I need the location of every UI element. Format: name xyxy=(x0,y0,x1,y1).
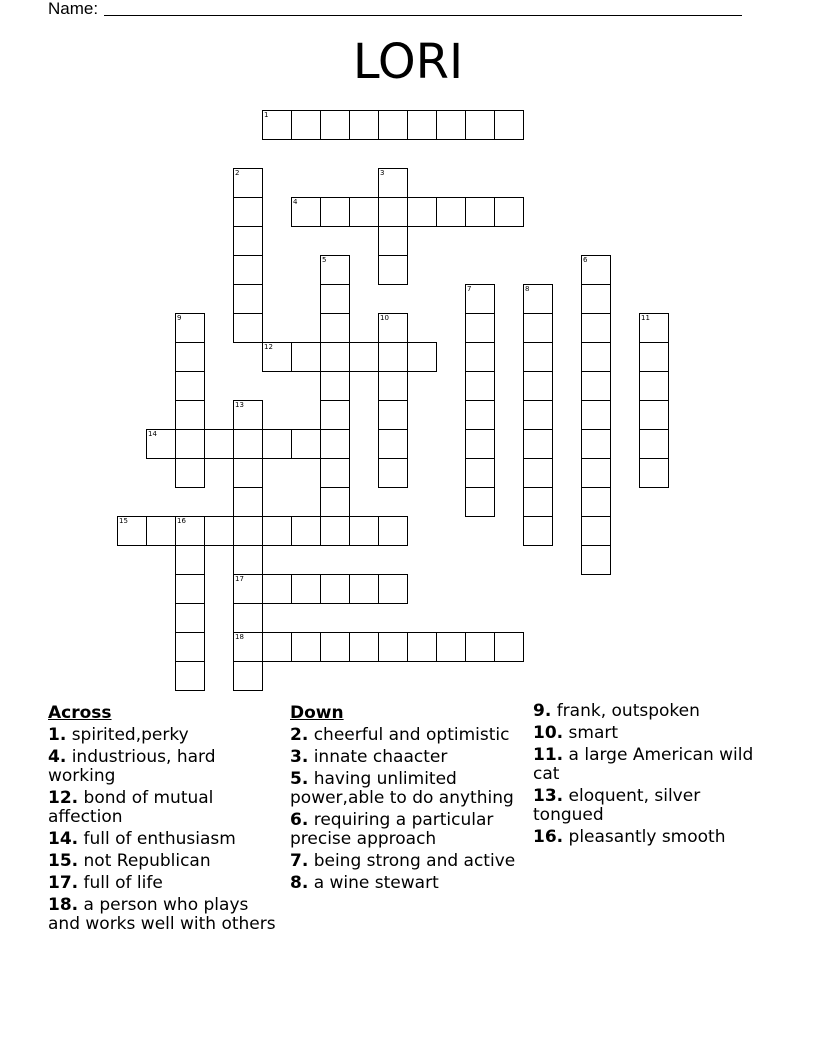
clue-item xyxy=(290,748,526,767)
clue-item-number: 11. xyxy=(533,745,564,765)
clue-item xyxy=(48,896,284,934)
grid-cell[interactable] xyxy=(291,632,321,662)
grid-cell[interactable] xyxy=(320,342,350,372)
clue-number: 12 xyxy=(264,343,273,351)
grid-cell[interactable] xyxy=(378,371,408,401)
grid-cell[interactable] xyxy=(349,110,379,140)
grid-cell[interactable] xyxy=(291,197,321,227)
grid-cell[interactable] xyxy=(320,516,350,546)
grid-cell[interactable] xyxy=(523,400,553,430)
grid-cell[interactable] xyxy=(581,342,611,372)
grid-cell[interactable] xyxy=(233,458,263,488)
grid-cell[interactable] xyxy=(581,545,611,575)
clue-item-number: 2. xyxy=(290,725,309,745)
clue-item xyxy=(48,726,284,745)
down-clues xyxy=(290,702,526,896)
clue-item-number: 15. xyxy=(48,851,79,871)
clue-item-number: 18. xyxy=(48,895,79,915)
grid-cell[interactable] xyxy=(262,110,292,140)
grid-cell[interactable] xyxy=(233,168,263,198)
clue-number: 14 xyxy=(148,430,157,438)
grid-cell[interactable] xyxy=(291,516,321,546)
grid-cell[interactable] xyxy=(233,632,263,662)
grid-cell[interactable] xyxy=(320,632,350,662)
clue-item-number: 17. xyxy=(48,873,79,893)
grid-cell[interactable] xyxy=(175,371,205,401)
clue-item xyxy=(290,874,526,893)
grid-cell[interactable] xyxy=(233,516,263,546)
grid-cell[interactable] xyxy=(378,400,408,430)
clue-item-text: smart xyxy=(563,723,619,743)
clue-item-number: 4. xyxy=(48,747,67,767)
grid-cell[interactable] xyxy=(581,313,611,343)
grid-cell[interactable] xyxy=(233,545,263,575)
grid-cell[interactable] xyxy=(320,574,350,604)
clue-item-number: 8. xyxy=(290,873,309,893)
clue-item xyxy=(533,787,769,825)
name-label: Name: xyxy=(48,0,99,18)
grid-cell[interactable] xyxy=(639,313,669,343)
clue-item-number: 3. xyxy=(290,747,309,767)
grid-cell[interactable] xyxy=(349,516,379,546)
grid-cell[interactable] xyxy=(436,197,466,227)
clue-number: 4 xyxy=(293,198,298,206)
grid-cell[interactable] xyxy=(581,487,611,517)
grid-cell[interactable] xyxy=(320,458,350,488)
grid-cell[interactable] xyxy=(581,458,611,488)
grid-cell[interactable] xyxy=(523,371,553,401)
grid-cell[interactable] xyxy=(175,661,205,691)
clue-item-number: 10. xyxy=(533,723,564,743)
grid-cell[interactable] xyxy=(320,255,350,285)
clue-item-text: pleasantly smooth xyxy=(563,827,726,847)
clue-item xyxy=(48,748,284,786)
grid-cell[interactable] xyxy=(523,487,553,517)
grid-cell[interactable] xyxy=(320,313,350,343)
grid-cell[interactable] xyxy=(378,429,408,459)
grid-cell[interactable] xyxy=(175,632,205,662)
grid-cell[interactable] xyxy=(639,429,669,459)
clue-item-text: innate chaacter xyxy=(308,747,448,767)
grid-cell[interactable] xyxy=(465,458,495,488)
grid-cell[interactable] xyxy=(320,487,350,517)
clue-item-text: full of enthusiasm xyxy=(78,829,236,849)
grid-cell[interactable] xyxy=(378,168,408,198)
grid-cell[interactable] xyxy=(262,429,292,459)
clue-number: 7 xyxy=(467,285,472,293)
grid-cell[interactable] xyxy=(233,197,263,227)
grid-cell[interactable] xyxy=(291,342,321,372)
clue-item xyxy=(533,702,769,721)
clue-number: 10 xyxy=(380,314,389,322)
grid-cell[interactable] xyxy=(523,429,553,459)
grid-cell[interactable] xyxy=(581,371,611,401)
grid-cell[interactable] xyxy=(262,574,292,604)
grid-cell[interactable] xyxy=(581,516,611,546)
clue-number: 6 xyxy=(583,256,588,264)
grid-cell[interactable] xyxy=(233,603,263,633)
grid-cell[interactable] xyxy=(523,284,553,314)
grid-cell[interactable] xyxy=(378,110,408,140)
grid-cell[interactable] xyxy=(494,197,524,227)
clue-number: 3 xyxy=(380,169,385,177)
grid-cell[interactable] xyxy=(204,516,234,546)
clue-number: 15 xyxy=(119,517,128,525)
clue-item-text: being strong and active xyxy=(308,851,516,871)
clue-number: 18 xyxy=(235,633,244,641)
grid-cell[interactable] xyxy=(378,574,408,604)
grid-cell[interactable] xyxy=(523,342,553,372)
clue-item-text: spirited,perky xyxy=(66,725,189,745)
clue-item-text: full of life xyxy=(78,873,163,893)
clue-item-number: 5. xyxy=(290,769,309,789)
clue-item xyxy=(48,789,284,827)
grid-cell[interactable] xyxy=(320,197,350,227)
clue-item-text: having unlimited power,able to do anything xyxy=(290,769,514,808)
clue-item-number: 1. xyxy=(48,725,67,745)
grid-cell[interactable] xyxy=(378,458,408,488)
grid-cell[interactable] xyxy=(349,574,379,604)
clue-item xyxy=(290,811,526,849)
grid-cell[interactable] xyxy=(233,400,263,430)
grid-cell[interactable] xyxy=(233,226,263,256)
grid-cell[interactable] xyxy=(465,487,495,517)
clue-item-number: 13. xyxy=(533,786,564,806)
clue-item-text: cheerful and optimistic xyxy=(308,725,510,745)
grid-cell[interactable] xyxy=(175,400,205,430)
grid-cell[interactable] xyxy=(494,632,524,662)
grid-cell[interactable] xyxy=(378,255,408,285)
grid-cell[interactable] xyxy=(349,197,379,227)
grid-cell[interactable] xyxy=(407,110,437,140)
grid-cell[interactable] xyxy=(523,516,553,546)
grid-cell[interactable] xyxy=(639,400,669,430)
grid-cell[interactable] xyxy=(233,255,263,285)
clue-item xyxy=(48,830,284,849)
clue-item-number: 16. xyxy=(533,827,564,847)
grid-cell[interactable] xyxy=(639,458,669,488)
grid-cell[interactable] xyxy=(378,516,408,546)
clue-item xyxy=(290,726,526,745)
puzzle-title: LORI xyxy=(352,34,464,90)
grid-cell[interactable] xyxy=(320,371,350,401)
grid-cell[interactable] xyxy=(175,313,205,343)
clue-item xyxy=(533,746,769,784)
grid-cell[interactable] xyxy=(436,110,466,140)
grid-cell[interactable] xyxy=(378,632,408,662)
down-heading: Down xyxy=(290,703,344,723)
grid-cell[interactable] xyxy=(378,313,408,343)
clue-item-number: 14. xyxy=(48,829,79,849)
grid-cell[interactable] xyxy=(175,545,205,575)
clue-item xyxy=(290,770,526,808)
grid-cell[interactable] xyxy=(465,110,495,140)
clue-number: 16 xyxy=(177,517,186,525)
clue-item-number: 12. xyxy=(48,788,79,808)
grid-cell[interactable] xyxy=(320,429,350,459)
grid-cell[interactable] xyxy=(378,342,408,372)
clue-item xyxy=(48,874,284,893)
down-clues-continued xyxy=(533,702,769,850)
grid-cell[interactable] xyxy=(175,603,205,633)
clue-item-number: 6. xyxy=(290,810,309,830)
clue-item-text: bond of mutual affection xyxy=(48,788,214,827)
grid-cell[interactable] xyxy=(175,458,205,488)
grid-cell[interactable] xyxy=(233,487,263,517)
grid-cell[interactable] xyxy=(233,661,263,691)
clue-item-text: eloquent, silver tongued xyxy=(533,786,701,825)
grid-cell[interactable] xyxy=(291,110,321,140)
grid-cell[interactable] xyxy=(407,632,437,662)
clue-item xyxy=(290,852,526,871)
grid-cell[interactable] xyxy=(378,226,408,256)
grid-cell[interactable] xyxy=(175,574,205,604)
grid-cell[interactable] xyxy=(146,516,176,546)
grid-cell[interactable] xyxy=(175,342,205,372)
grid-cell[interactable] xyxy=(407,342,437,372)
clue-item-text: a large American wild cat xyxy=(533,745,754,784)
clue-item xyxy=(533,828,769,847)
clue-number: 8 xyxy=(525,285,530,293)
grid-cell[interactable] xyxy=(581,400,611,430)
grid-cell[interactable] xyxy=(262,342,292,372)
grid-cell[interactable] xyxy=(146,429,176,459)
grid-cell[interactable] xyxy=(465,371,495,401)
grid-cell[interactable] xyxy=(117,516,147,546)
grid-cell[interactable] xyxy=(465,400,495,430)
clue-number: 9 xyxy=(177,314,182,322)
clue-item-text: not Republican xyxy=(78,851,211,871)
across-clues xyxy=(48,702,284,937)
grid-cell[interactable] xyxy=(262,632,292,662)
grid-cell[interactable] xyxy=(465,342,495,372)
grid-cell[interactable] xyxy=(639,342,669,372)
grid-cell[interactable] xyxy=(175,516,205,546)
grid-cell[interactable] xyxy=(523,458,553,488)
grid-cell[interactable] xyxy=(320,284,350,314)
grid-cell[interactable] xyxy=(465,313,495,343)
grid-cell[interactable] xyxy=(233,284,263,314)
clue-number: 1 xyxy=(264,111,269,119)
grid-cell[interactable] xyxy=(523,313,553,343)
grid-cell[interactable] xyxy=(349,632,379,662)
clue-item-text: requiring a particular precise approach xyxy=(290,810,494,849)
clue-number: 13 xyxy=(235,401,244,409)
grid-cell[interactable] xyxy=(320,110,350,140)
grid-cell[interactable] xyxy=(378,197,408,227)
grid-cell[interactable] xyxy=(175,429,205,459)
grid-cell[interactable] xyxy=(581,255,611,285)
grid-cell[interactable] xyxy=(465,632,495,662)
clue-number: 11 xyxy=(641,314,650,322)
grid-cell[interactable] xyxy=(320,400,350,430)
clue-item-text: frank, outspoken xyxy=(551,701,700,721)
grid-cell[interactable] xyxy=(204,429,234,459)
grid-cell[interactable] xyxy=(494,110,524,140)
grid-cell[interactable] xyxy=(465,284,495,314)
grid-cell[interactable] xyxy=(233,429,263,459)
clue-number: 17 xyxy=(235,575,244,583)
clue-item-text: a wine stewart xyxy=(308,873,439,893)
grid-cell[interactable] xyxy=(262,516,292,546)
clue-item xyxy=(48,852,284,871)
clue-item-text: a person who plays and works well with others xyxy=(48,895,276,934)
grid-cell[interactable] xyxy=(581,429,611,459)
clue-item xyxy=(533,724,769,743)
clue-item-text: industrious, hard working xyxy=(48,747,216,786)
grid-cell[interactable] xyxy=(581,284,611,314)
clue-number: 5 xyxy=(322,256,327,264)
grid-cell[interactable] xyxy=(407,197,437,227)
grid-cell[interactable] xyxy=(465,197,495,227)
grid-cell[interactable] xyxy=(291,574,321,604)
grid-cell[interactable] xyxy=(436,632,466,662)
grid-cell[interactable] xyxy=(349,342,379,372)
grid-cell[interactable] xyxy=(639,371,669,401)
clue-item-number: 9. xyxy=(533,701,552,721)
across-heading: Across xyxy=(48,703,112,723)
clue-number: 2 xyxy=(235,169,240,177)
grid-cell[interactable] xyxy=(233,313,263,343)
grid-cell[interactable] xyxy=(233,574,263,604)
clue-item-number: 7. xyxy=(290,851,309,871)
grid-cell[interactable] xyxy=(291,429,321,459)
grid-cell[interactable] xyxy=(465,429,495,459)
